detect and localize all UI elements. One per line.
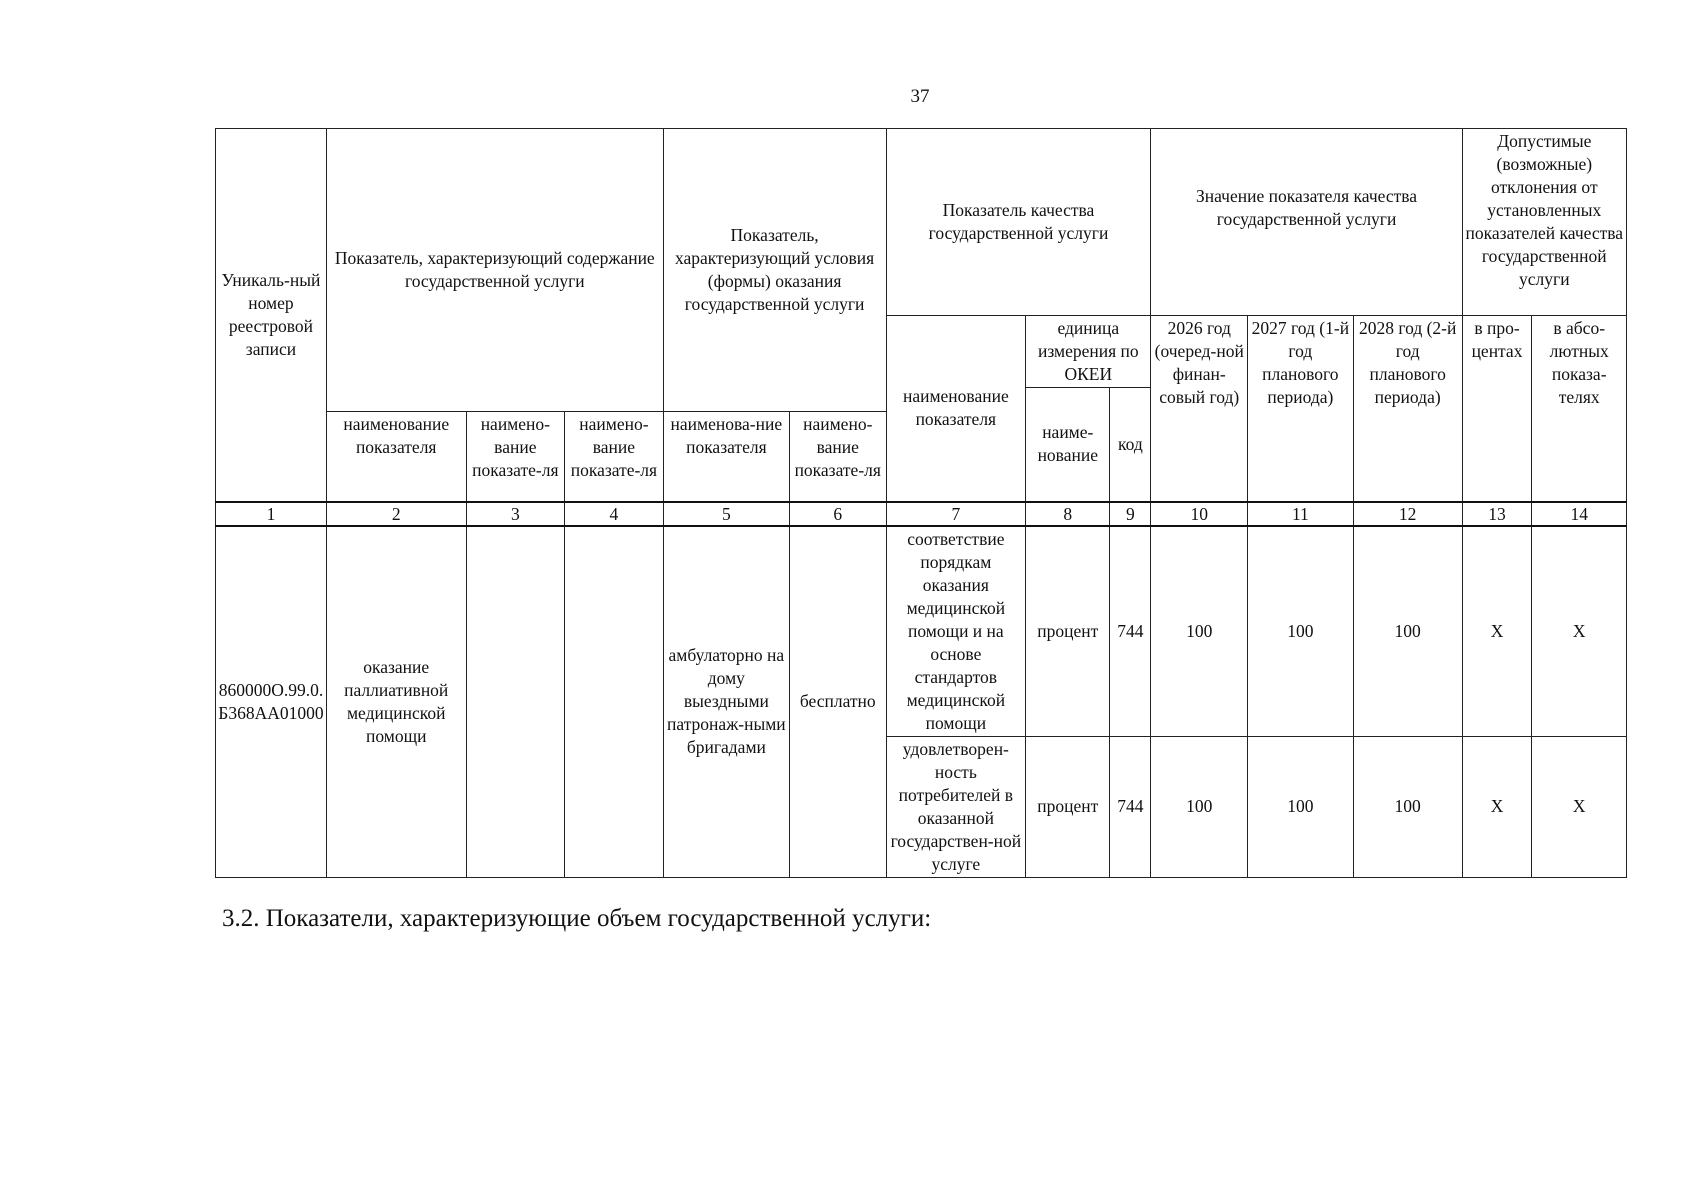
column-number: 13 (1462, 502, 1532, 526)
column-number: 3 (466, 502, 565, 526)
header-quality-value: Значение показателя качества государственной услуги (1151, 129, 1462, 316)
column-number: 9 (1110, 502, 1151, 526)
header-in-absolute: в абсо-лютных показа-телях (1532, 316, 1627, 502)
header-indicator-name-7: наименование показателя (886, 316, 1026, 502)
column-number: 11 (1247, 502, 1353, 526)
payment-condition-cell: бесплатно (790, 526, 887, 878)
column-number: 1 (216, 502, 327, 526)
header-indicator-name-3: наимено-вание показате-ля (466, 412, 565, 502)
deviation-absolute-cell: Х (1532, 526, 1627, 737)
unit-code-cell: 744 (1110, 526, 1151, 737)
column-number: 12 (1353, 502, 1462, 526)
header-conditions-indicator: Показатель, характеризующий условия (формы) оказания государственной услуги (663, 129, 886, 412)
deviation-absolute-cell: Х (1532, 736, 1627, 877)
column-number: 7 (886, 502, 1026, 526)
header-content-indicator: Показатель, характеризующий содержание государственной услуги (326, 129, 663, 412)
header-year-2026: 2026 год (очеред-ной финан-совый год) (1151, 316, 1248, 502)
value-2026-cell: 100 (1151, 736, 1248, 877)
deviation-percent-cell: Х (1462, 736, 1532, 877)
value-2028-cell: 100 (1353, 736, 1462, 877)
quality-indicators-table (215, 128, 1627, 878)
section-heading: 3.2. Показатели, характеризующие объем государственной услуги: (222, 905, 932, 932)
column-number: 10 (1151, 502, 1248, 526)
column-numbers-row (216, 502, 1627, 526)
header-okei-unit: единица измерения по ОКЕИ (1026, 316, 1151, 388)
header-indicator-name-2: наименование показателя (326, 412, 466, 502)
column-number: 4 (565, 502, 664, 526)
header-in-percent: в про-центах (1462, 316, 1532, 502)
header-okei-name: наиме-нование (1026, 388, 1110, 502)
column-number: 5 (663, 502, 789, 526)
value-2028-cell: 100 (1353, 526, 1462, 737)
unit-name-cell: процент (1026, 526, 1110, 737)
column-number: 8 (1026, 502, 1110, 526)
empty-cell (565, 526, 664, 878)
empty-cell (466, 526, 565, 878)
unit-name-cell: процент (1026, 736, 1110, 877)
indicator-name-cell: удовлетворен-ность потребителей в оказанной государствен-ной услуге (886, 736, 1026, 877)
column-number: 6 (790, 502, 887, 526)
value-2026-cell: 100 (1151, 526, 1248, 737)
column-number: 2 (326, 502, 466, 526)
header-year-2028: 2028 год (2-й год планового периода) (1353, 316, 1462, 502)
indicator-name-cell: соответствие порядкам оказания медицинской помощи и на основе стандартов медицинской помощи (886, 526, 1026, 737)
header-year-2027: 2027 год (1-й год планового периода) (1247, 316, 1353, 502)
header-indicator-name-4: наимено-вание показате-ля (565, 412, 664, 502)
header-okei-code: код (1110, 388, 1151, 502)
header-indicator-name-5: наименова-ние показателя (663, 412, 789, 502)
value-2027-cell: 100 (1247, 526, 1353, 737)
deviation-percent-cell: Х (1462, 526, 1532, 737)
value-2027-cell: 100 (1247, 736, 1353, 877)
page-number: 37 (910, 86, 930, 107)
header-indicator-name-6: наимено-вание показате-ля (790, 412, 887, 502)
form-of-service-cell: амбулаторно на дому выездными патронаж-ными бригадами (663, 526, 789, 878)
header-allowed-deviation: Допустимые (возможные) отклонения от установленных показателей качества государственной услуги (1462, 129, 1626, 316)
column-number: 14 (1532, 502, 1627, 526)
registry-number-cell: 860000О.99.0.Б368АА01000 (216, 526, 327, 878)
unit-code-cell: 744 (1110, 736, 1151, 877)
header-quality-indicator: Показатель качества государственной услуги (886, 129, 1151, 316)
header-unique-number: Уникаль-ный номер реестровой записи (216, 129, 327, 502)
table-row (216, 526, 1627, 737)
service-content-cell: оказание паллиативной медицинской помощи (326, 526, 466, 878)
